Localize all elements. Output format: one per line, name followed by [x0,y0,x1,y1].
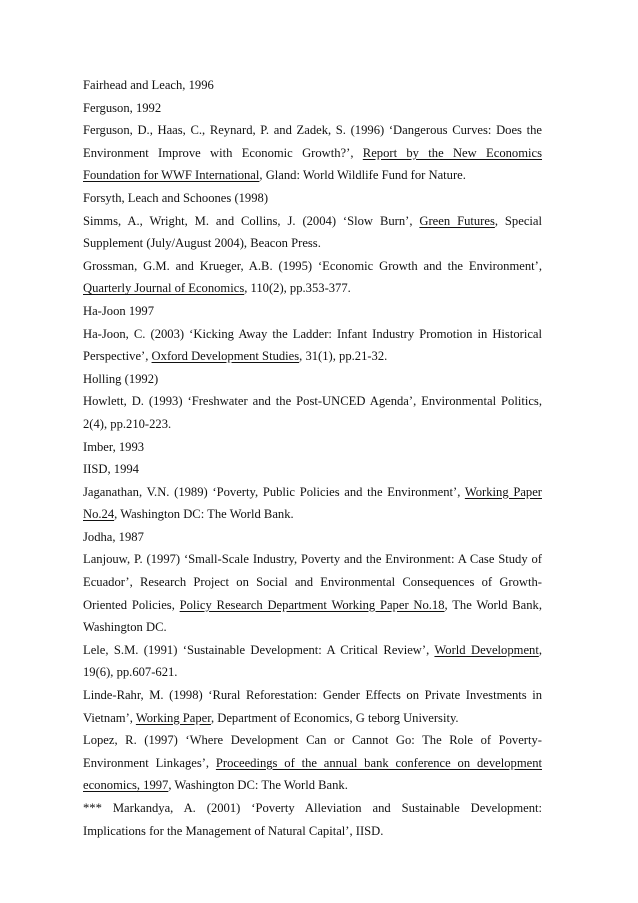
reference-entry [83,684,542,729]
reference-entry [83,119,542,187]
reference-text: Howlett, D. (1993) ‘Freshwater and the Post-UNCED Agenda’, Environmental Politics, 2(4), pp.210-223. [83,394,542,431]
reference-entry [83,97,542,120]
reference-text: , Special Supplement (July/August 2004), Beacon Press. [83,213,542,251]
reference-entry [83,526,542,549]
reference-text: , 110(2), pp.353-377. [244,281,351,296]
reference-text: Forsyth, Leach and Schoones (1998) [83,190,269,205]
reference-text: Ferguson, 1992 [83,100,162,115]
reference-text: Jodha, 1987 [83,529,144,544]
reference-text: Fairhead and Leach, 1996 [83,78,214,92]
source-title: Working Paper [135,710,211,725]
reference-entry [83,390,542,435]
reference-entry [83,323,542,368]
reference-entry [83,255,542,300]
reference-text: Ha-Joon, C. (2003) ‘Kicking Away the Ladder: Infant Industry Promotion in Historical Perspective’, [83,326,542,364]
reference-text: , Washington DC: The World Bank. [168,778,348,793]
reference-text: Ha-Joon 1997 [83,303,155,318]
reference-text: Jaganathan, V.N. (1989) ‘Poverty, Public Policies and the Environment’, [83,484,465,499]
reference-entry [83,639,542,684]
reference-text: Imber, 1993 [83,439,145,454]
reference-text: Simms, A., Wright, M. and Collins, J. (2004) ‘Slow Burn’, [83,213,420,228]
reference-entry [83,458,542,481]
reference-text: Lele, S.M. (1991) ‘Sustainable Development: A Critical Review’, [83,642,435,657]
reference-entry [83,436,542,459]
source-title: Proceedings of the annual bank conference on development economics, 1997 [83,755,542,793]
source-title: Quarterly Journal of Economics [83,281,245,296]
reference-entry [83,481,542,526]
source-title: Green Futures [419,213,495,228]
source-title: Oxford Development Studies [151,349,300,364]
reference-entry [83,729,542,797]
source-title: Working Paper No.24 [83,484,542,522]
source-title: Report by the New Economics Foundation for WWF International [83,145,543,183]
reference-text: Ferguson, D., Haas, C., Reynard, P. and Zadek, S. (1996) ‘Dangerous Curves: Does the Environment Improve with Economic Growth?’, [83,123,542,160]
reference-text: , Department of Economics, G teborg University. [210,710,459,725]
reference-text: Lanjouw, P. (1997) ‘Small-Scale Industry, Poverty and the Environment: A Case Study of Ecuador’, Research Project on Social and Environmental Consequences of Growth-Oriented Policies, [83,552,542,612]
reference-entry [83,368,542,391]
reference-text: *** Markandya, A. (2001) ‘Poverty Alleviation and Sustainable Development: Implications for the Management of Natural Capital’, IISD. [83,801,542,838]
reference-text: Holling (1992) [83,371,159,386]
reference-text: Grossman, G.M. and Krueger, A.B. (1995) ‘Economic Growth and the Environment’, [83,258,542,273]
reference-text: , Washington DC: The World Bank. [114,507,294,522]
reference-text: Linde-Rahr, M. (1998) ‘Rural Reforestation: Gender Effects on Private Investments in Vietnam’, [83,688,542,725]
reference-entry [83,797,542,842]
reference-text: Lopez, R. (1997) ‘Where Development Can or Cannot Go: The Role of Poverty-Environment Linkages’, [83,733,542,770]
reference-text: , Gland: World Wildlife Fund for Nature. [259,168,466,183]
source-title: Policy Research Department Working Paper No.18 [179,597,445,612]
reference-entry [83,548,542,638]
reference-entry [83,74,542,97]
reference-list [83,74,542,842]
reference-text: , 31(1), pp.21-32. [299,349,388,364]
reference-text: , 19(6), pp.607-621. [83,642,542,680]
source-title: World Development [434,642,539,657]
reference-entry [83,300,542,323]
reference-text: , The World Bank, Washington DC. [83,597,542,635]
reference-text: IISD, 1994 [83,462,139,477]
reference-entry [83,210,542,255]
reference-entry [83,187,542,210]
